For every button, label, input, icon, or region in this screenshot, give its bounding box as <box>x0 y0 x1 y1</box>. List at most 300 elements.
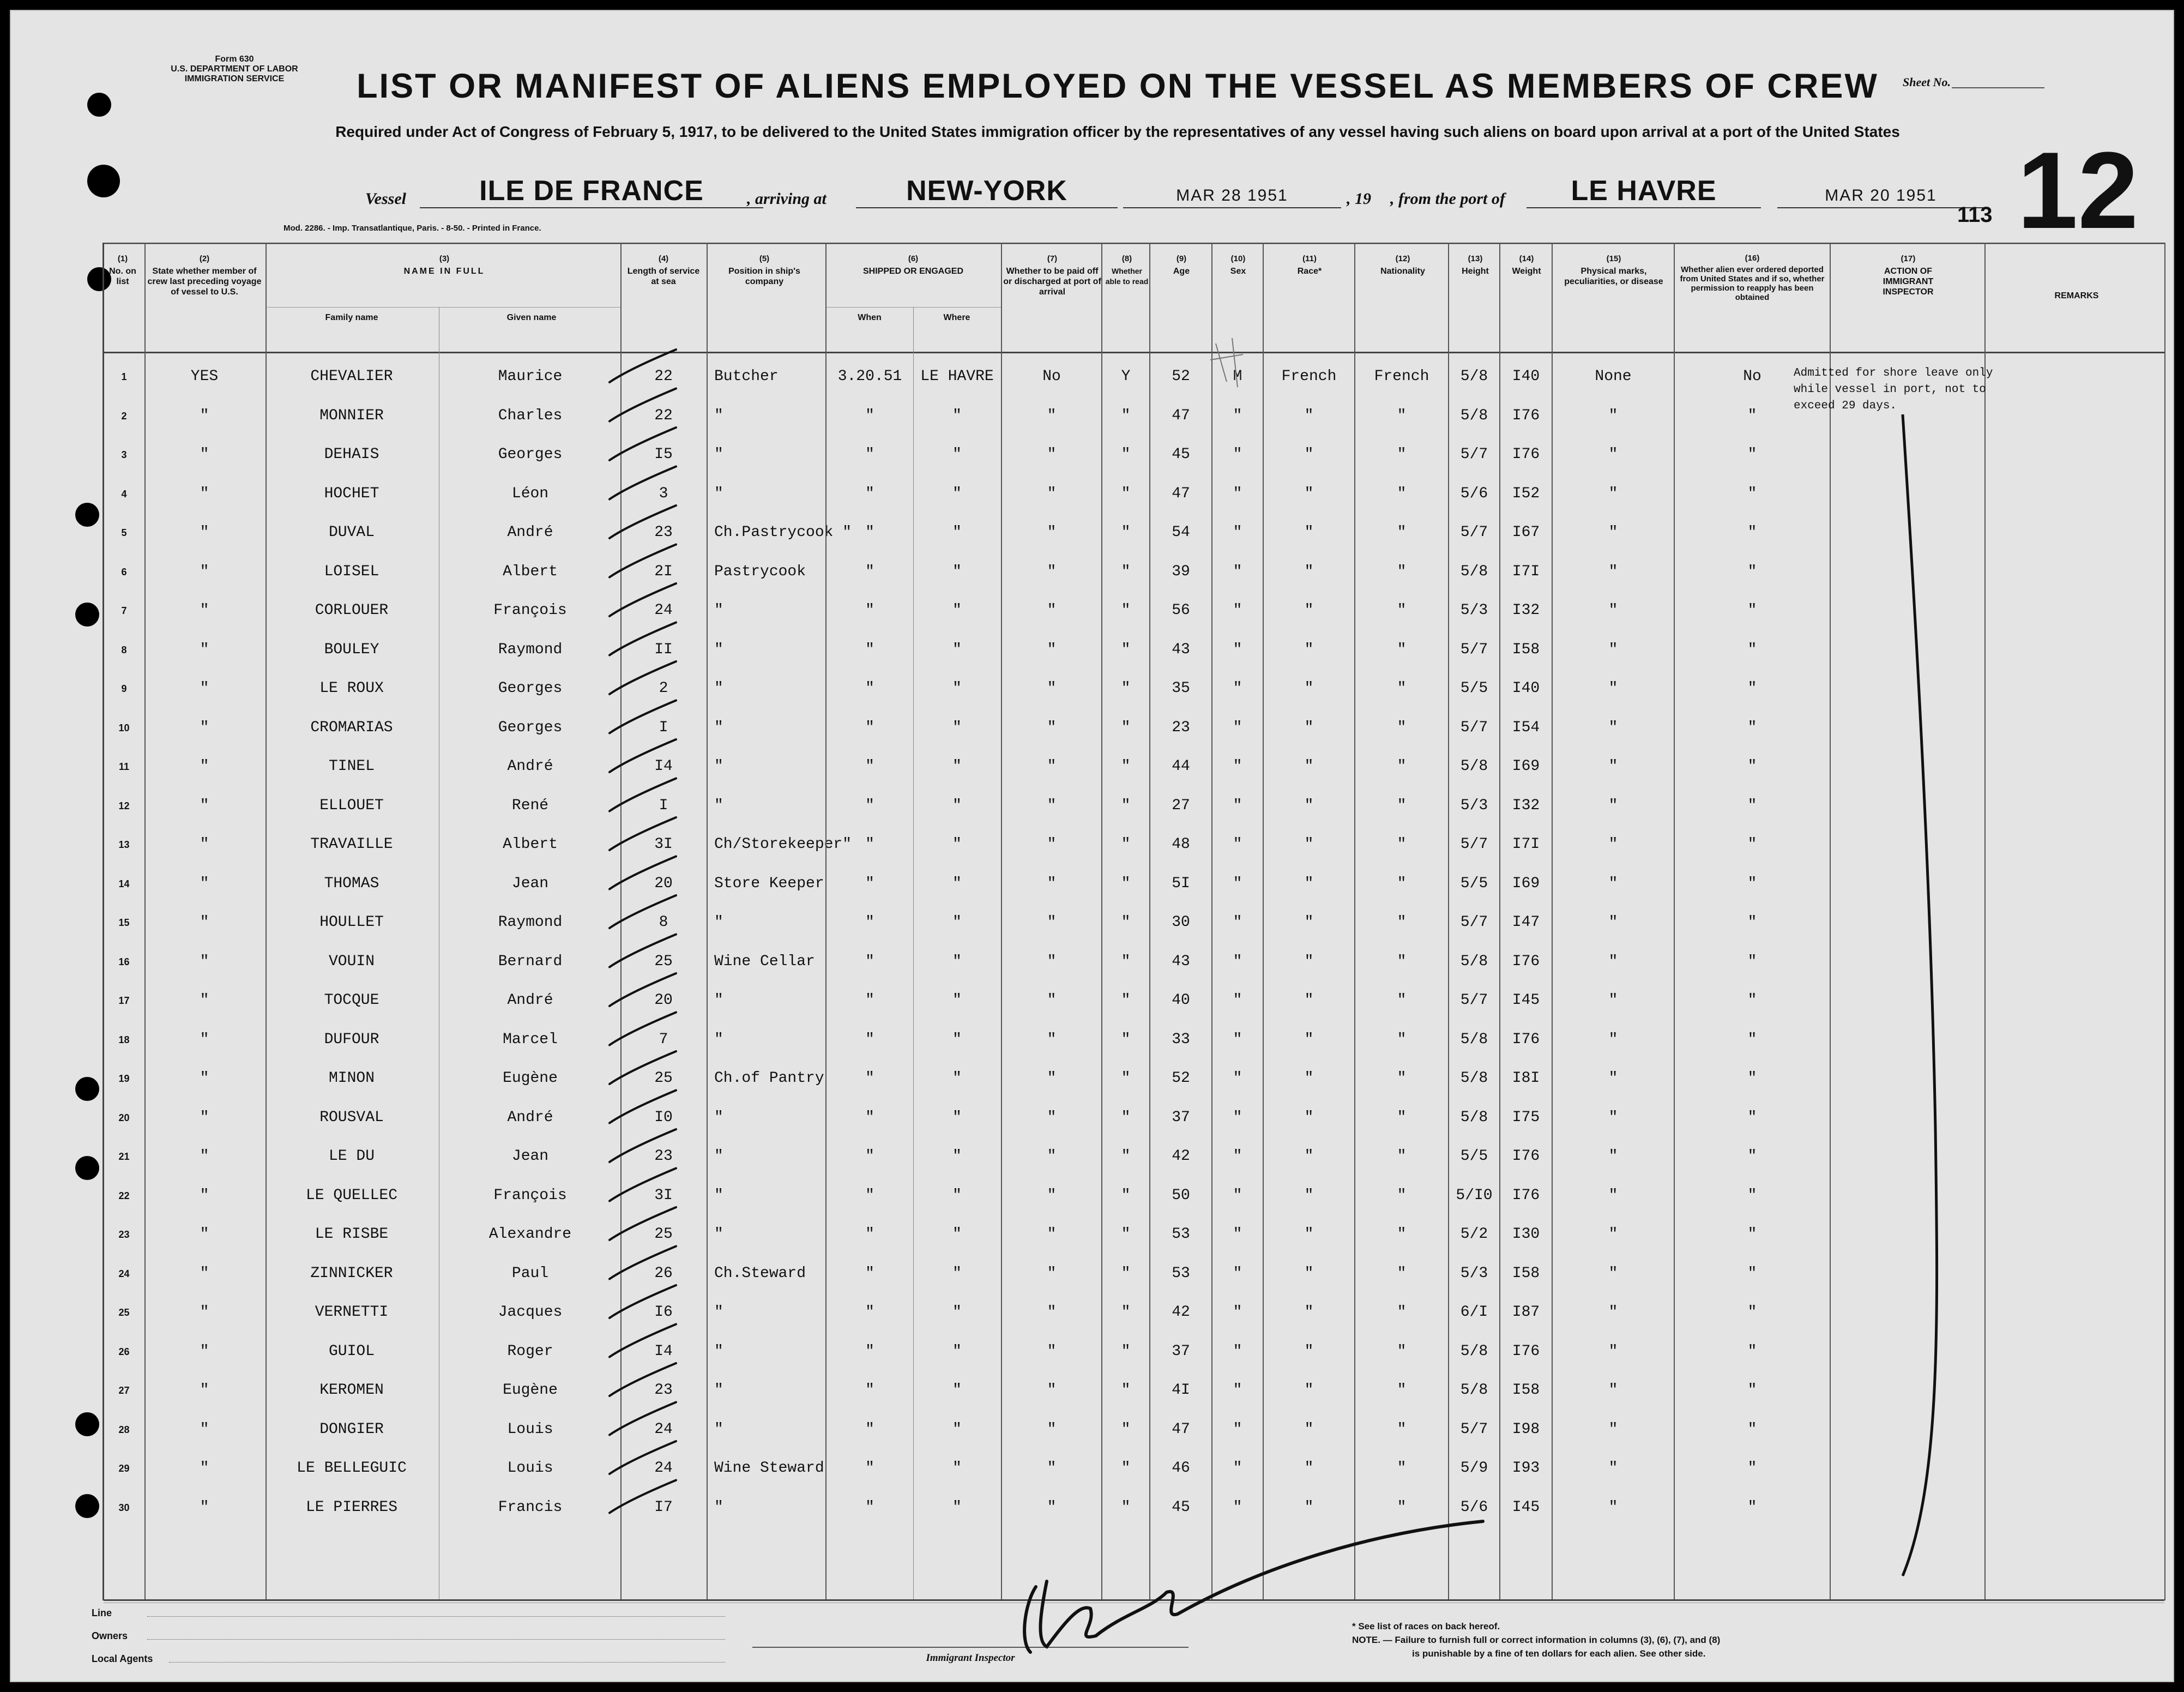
cell-weight: I76 <box>1512 1148 1540 1165</box>
cell-race: " <box>1304 1070 1314 1087</box>
cell-sex: " <box>1233 1187 1242 1204</box>
cell-race: " <box>1304 875 1314 892</box>
cell-service: 3I <box>654 1187 673 1204</box>
service-name: IMMIGRATION SERVICE <box>184 74 285 83</box>
cell-race: " <box>1304 641 1314 658</box>
cell-deported: " <box>1747 719 1757 736</box>
cell-deported: " <box>1747 1498 1757 1516</box>
cell-marks: " <box>1608 797 1618 814</box>
cell-age: 44 <box>1172 758 1190 775</box>
cell-when: " <box>865 992 874 1009</box>
cell-read: " <box>1121 836 1131 853</box>
cell-deported: " <box>1747 1382 1757 1399</box>
col4-header: (4) Length of service at sea <box>627 254 700 286</box>
cell-deported: " <box>1747 1460 1757 1477</box>
cell-weight: I8I <box>1512 1070 1540 1087</box>
cell-prev: " <box>200 1304 209 1321</box>
form-number: Form 630 <box>215 55 254 64</box>
cell-service: 20 <box>654 992 673 1009</box>
cell-paid: " <box>1047 1460 1057 1477</box>
cell-read: " <box>1121 1420 1131 1438</box>
cell-family: DEHAIS <box>324 446 379 463</box>
cell-family: LE PIERRES <box>305 1498 398 1516</box>
col14-header: (14) Weight <box>1512 254 1541 276</box>
cell-no: 8 <box>121 644 127 655</box>
cell-given: Alexandre <box>488 1226 572 1243</box>
col5-header: (5) Position in ship's company <box>728 254 800 286</box>
cell-no: 11 <box>118 761 130 772</box>
cell-age: 47 <box>1172 407 1190 424</box>
cell-where: " <box>952 1342 962 1360</box>
cell-given: Léon <box>511 485 549 502</box>
col17-header: (17) ACTION OF IMMIGRANT INSPECTOR <box>1883 254 1934 297</box>
cell-no: 12 <box>118 800 130 811</box>
cell-position: Wine Cellar <box>714 953 815 970</box>
cell-where: " <box>952 992 962 1009</box>
cell-service: 22 <box>654 407 673 424</box>
binder-hole <box>87 93 111 117</box>
cell-nat: " <box>1397 1031 1407 1048</box>
table-row <box>11 1254 2175 1293</box>
cell-race: " <box>1304 1304 1314 1321</box>
cell-where: " <box>952 1187 962 1204</box>
cell-read: " <box>1121 719 1131 736</box>
cell-height: 5/3 <box>1460 797 1488 814</box>
cell-position: " <box>714 680 723 697</box>
cell-family: CROMARIAS <box>310 719 393 736</box>
cell-weight: I40 <box>1512 680 1540 697</box>
vessel-name: ILE DE FRANCE <box>420 174 763 208</box>
cell-paid: " <box>1047 446 1057 463</box>
cell-read: " <box>1121 992 1131 1009</box>
cell-no: 25 <box>118 1307 130 1318</box>
cell-read: " <box>1121 1148 1131 1165</box>
cell-service: 2I <box>654 563 673 580</box>
cell-age: 53 <box>1172 1265 1190 1282</box>
cell-weight: I45 <box>1512 992 1540 1009</box>
cell-given: Jacques <box>498 1304 563 1321</box>
cell-prev: " <box>200 1382 209 1399</box>
cell-prev: " <box>200 758 209 775</box>
cell-paid: " <box>1047 953 1057 970</box>
cell-paid: " <box>1047 602 1057 619</box>
cell-service: I0 <box>654 1109 673 1126</box>
cell-height: 5/6 <box>1460 485 1488 502</box>
cell-paid: " <box>1047 875 1057 892</box>
cell-race: " <box>1304 680 1314 697</box>
cell-read: " <box>1121 1460 1131 1477</box>
cell-given: Roger <box>507 1342 553 1360</box>
cell-given: Georges <box>498 680 563 697</box>
cell-marks: " <box>1608 992 1618 1009</box>
cell-family: LE RISBE <box>315 1226 389 1243</box>
cell-weight: I58 <box>1512 1382 1540 1399</box>
cell-weight: I76 <box>1512 1342 1540 1360</box>
cell-family: LE ROUX <box>319 680 384 697</box>
cell-marks: " <box>1608 1148 1618 1165</box>
cell-race: " <box>1304 446 1314 463</box>
cell-family: TOCQUE <box>324 992 379 1009</box>
cell-when: " <box>865 563 874 580</box>
col2-header: (2) State whether member of crew last preceding voyage of vessel to U.S. <box>147 254 262 297</box>
cell-read: " <box>1121 1187 1131 1204</box>
cell-family: THOMAS <box>324 875 379 892</box>
given-name-header: Given name <box>506 313 557 322</box>
cell-no: 28 <box>118 1424 130 1435</box>
cell-race: " <box>1304 719 1314 736</box>
cell-sex: " <box>1233 1498 1242 1516</box>
cell-position: " <box>714 992 723 1009</box>
cell-position: " <box>714 1342 723 1360</box>
cell-age: 42 <box>1172 1148 1190 1165</box>
cell-nat: " <box>1397 1498 1407 1516</box>
cell-age: 45 <box>1172 446 1190 463</box>
cell-when: " <box>865 1187 874 1204</box>
cell-service: I <box>659 719 668 736</box>
table-row <box>11 864 2175 904</box>
cell-deported: " <box>1747 875 1757 892</box>
cell-paid: No <box>1042 368 1061 385</box>
cell-no: 14 <box>118 878 130 889</box>
cell-deported: " <box>1747 1187 1757 1204</box>
cell-where: " <box>952 914 962 931</box>
table-row <box>11 1332 2175 1371</box>
cell-paid: " <box>1047 758 1057 775</box>
cell-weight: I7I <box>1512 836 1540 853</box>
cell-family: HOULLET <box>319 914 384 931</box>
cell-prev: " <box>200 1342 209 1360</box>
cell-prev: " <box>200 1148 209 1165</box>
cell-position: " <box>714 446 723 463</box>
cell-paid: " <box>1047 836 1057 853</box>
cell-marks: " <box>1608 914 1618 931</box>
cell-race: " <box>1304 563 1314 580</box>
fine-note-continued: is punishable by a fine of ten dollars for each alien. See other side. <box>1412 1648 1706 1659</box>
cell-nat: " <box>1397 836 1407 853</box>
table-row <box>11 1410 2175 1449</box>
cell-read: " <box>1121 602 1131 619</box>
table-row <box>11 747 2175 786</box>
table-row <box>11 942 2175 982</box>
cell-weight: I87 <box>1512 1304 1540 1321</box>
cell-weight: I7I <box>1512 563 1540 580</box>
col16-header: (16) Whether alien ever ordered deported from United States and if so, whether permission to reapply has been obtained <box>1680 254 1825 302</box>
cell-deported: " <box>1747 446 1757 463</box>
cell-given: Georges <box>498 446 563 463</box>
cell-sex: " <box>1233 914 1242 931</box>
vessel-label: Vessel <box>365 190 406 208</box>
cell-age: 37 <box>1172 1109 1190 1126</box>
cell-marks: " <box>1608 485 1618 502</box>
cell-deported: " <box>1747 797 1757 814</box>
cell-marks: " <box>1608 1498 1618 1516</box>
cell-read: " <box>1121 1304 1131 1321</box>
cell-paid: " <box>1047 1070 1057 1087</box>
cell-weight: I98 <box>1512 1420 1540 1438</box>
cell-when: " <box>865 1148 874 1165</box>
cell-position: Butcher <box>714 368 779 385</box>
cell-no: 24 <box>118 1268 130 1279</box>
cell-marks: " <box>1608 602 1618 619</box>
cell-read: " <box>1121 953 1131 970</box>
footer-notes <box>1352 1619 1979 1660</box>
cell-age: 47 <box>1172 1420 1190 1438</box>
cell-weight: I69 <box>1512 758 1540 775</box>
cell-when: " <box>865 914 874 931</box>
table-row <box>11 435 2175 474</box>
cell-prev: " <box>200 680 209 697</box>
cell-no: 2 <box>121 410 127 422</box>
cell-prev: " <box>200 485 209 502</box>
cell-prev: " <box>200 797 209 814</box>
col12-header: (12) Nationality <box>1380 254 1425 276</box>
cell-deported: " <box>1747 1031 1757 1048</box>
cell-given: Albert <box>503 836 558 853</box>
cell-nat: " <box>1397 953 1407 970</box>
cell-sex: " <box>1233 641 1242 658</box>
cell-deported: " <box>1747 407 1757 424</box>
cell-height: 5/6 <box>1460 1498 1488 1516</box>
cell-age: 52 <box>1172 368 1190 385</box>
cell-position: Wine Steward <box>714 1460 824 1477</box>
cell-sex: " <box>1233 875 1242 892</box>
cell-height: 5/7 <box>1460 992 1488 1009</box>
cell-no: 5 <box>121 527 127 538</box>
cell-height: 5/8 <box>1460 407 1488 424</box>
cell-paid: " <box>1047 1187 1057 1204</box>
when-header: When <box>858 313 882 322</box>
cell-age: 33 <box>1172 1031 1190 1048</box>
cell-where: " <box>952 602 962 619</box>
cell-service: 25 <box>654 1226 673 1243</box>
cell-weight: I32 <box>1512 797 1540 814</box>
cell-given: Georges <box>498 719 563 736</box>
cell-given: Louis <box>507 1460 553 1477</box>
cell-service: II <box>654 641 673 658</box>
cell-marks: " <box>1608 1304 1618 1321</box>
cell-family: LE QUELLEC <box>305 1187 398 1204</box>
sheet-number-label: Sheet No. <box>1903 75 1951 89</box>
cell-family: VOUIN <box>328 953 375 970</box>
cell-sex: " <box>1233 1031 1242 1048</box>
cell-age: 35 <box>1172 680 1190 697</box>
cell-deported: " <box>1747 680 1757 697</box>
col15-header: (15) Physical marks, peculiarities, or disease <box>1564 254 1663 286</box>
sheet-number-field <box>1952 87 2044 88</box>
cell-deported: " <box>1747 563 1757 580</box>
form-identifier <box>153 55 316 84</box>
cell-nat: " <box>1397 1070 1407 1087</box>
cell-race: " <box>1304 1031 1314 1048</box>
cell-where: " <box>952 1420 962 1438</box>
cell-weight: I47 <box>1512 914 1540 931</box>
cell-prev: " <box>200 836 209 853</box>
cell-deported: " <box>1747 992 1757 1009</box>
cell-when: " <box>865 641 874 658</box>
cell-prev: " <box>200 1187 209 1204</box>
cell-age: 43 <box>1172 641 1190 658</box>
cell-position: Ch.of Pantry <box>714 1070 824 1087</box>
cell-read: " <box>1121 1226 1131 1243</box>
cell-given: André <box>507 1109 553 1126</box>
cell-position: " <box>714 1420 723 1438</box>
cell-prev: " <box>200 1070 209 1087</box>
cell-where: " <box>952 680 962 697</box>
cell-nat: " <box>1397 1460 1407 1477</box>
cell-paid: " <box>1047 797 1057 814</box>
cell-nat: " <box>1397 602 1407 619</box>
department-name: U.S. DEPARTMENT OF LABOR <box>171 64 298 74</box>
cell-service: 8 <box>659 914 668 931</box>
cell-family: HOCHET <box>324 485 379 502</box>
cell-height: 5/8 <box>1460 1382 1488 1399</box>
cell-service: I4 <box>654 758 673 775</box>
cell-deported: " <box>1747 524 1757 541</box>
cell-read: " <box>1121 1382 1131 1399</box>
cell-age: 56 <box>1172 602 1190 619</box>
cell-prev: " <box>200 524 209 541</box>
cell-where: " <box>952 1265 962 1282</box>
cell-paid: " <box>1047 992 1057 1009</box>
cell-sex: " <box>1233 719 1242 736</box>
cell-height: 5/2 <box>1460 1226 1488 1243</box>
cell-service: 3I <box>654 836 673 853</box>
cell-age: 23 <box>1172 719 1190 736</box>
cell-nat: " <box>1397 680 1407 697</box>
cell-nat: " <box>1397 992 1407 1009</box>
cell-marks: " <box>1608 1226 1618 1243</box>
arrival-date-stamp: MAR 28 1951 <box>1123 186 1341 208</box>
cell-prev: " <box>200 953 209 970</box>
cell-no: 21 <box>118 1151 130 1162</box>
cell-height: 5/5 <box>1460 680 1488 697</box>
cell-weight: I76 <box>1512 1187 1540 1204</box>
cell-paid: " <box>1047 485 1057 502</box>
cell-prev: " <box>200 446 209 463</box>
cell-race: " <box>1304 953 1314 970</box>
cell-paid: " <box>1047 719 1057 736</box>
cell-position: Pastrycook <box>714 563 806 580</box>
col7-header: (7) Whether to be paid off or discharged at port of arrival <box>1003 254 1101 297</box>
cell-weight: I58 <box>1512 641 1540 658</box>
cell-nat: " <box>1397 875 1407 892</box>
cell-given: Bernard <box>498 953 563 970</box>
cell-weight: I40 <box>1512 368 1540 385</box>
page-number: 12 <box>2017 130 2139 251</box>
cell-where: " <box>952 485 962 502</box>
cell-position: Ch.Pastrycook " <box>714 524 852 541</box>
cell-race: " <box>1304 1342 1314 1360</box>
cell-height: 5/8 <box>1460 1070 1488 1087</box>
cell-when: " <box>865 524 874 541</box>
cell-age: 52 <box>1172 1070 1190 1087</box>
cell-race: " <box>1304 1109 1314 1126</box>
cell-weight: I76 <box>1512 953 1540 970</box>
cell-read: " <box>1121 875 1131 892</box>
cell-prev: " <box>200 1265 209 1282</box>
cell-nat: " <box>1397 1342 1407 1360</box>
cell-where: " <box>952 719 962 736</box>
cell-weight: I32 <box>1512 602 1540 619</box>
cell-position: Ch.Steward <box>714 1265 806 1282</box>
cell-marks: " <box>1608 953 1618 970</box>
cell-given: Maurice <box>498 368 563 385</box>
cell-marks: " <box>1608 407 1618 424</box>
cell-paid: " <box>1047 1498 1057 1516</box>
cell-marks: " <box>1608 1382 1618 1399</box>
table-row <box>11 1137 2175 1176</box>
line-label: Line <box>92 1607 112 1618</box>
cell-nat: " <box>1397 524 1407 541</box>
cell-given: Francis <box>498 1498 563 1516</box>
cell-position: " <box>714 407 723 424</box>
cell-when: " <box>865 797 874 814</box>
cell-given: Raymond <box>498 914 563 931</box>
cell-no: 20 <box>118 1112 130 1123</box>
cell-where: " <box>952 1304 962 1321</box>
cell-race: " <box>1304 1460 1314 1477</box>
cell-height: 5/8 <box>1460 563 1488 580</box>
cell-age: 5I <box>1172 875 1190 892</box>
cell-sex: " <box>1233 1382 1242 1399</box>
cell-family: TRAVAILLE <box>310 836 393 853</box>
cell-deported: " <box>1747 953 1757 970</box>
cell-nat: " <box>1397 641 1407 658</box>
cell-read: Y <box>1121 368 1131 385</box>
cell-weight: I45 <box>1512 1498 1540 1516</box>
cell-given: François <box>493 1187 567 1204</box>
fine-note: NOTE. — Failure to furnish full or correct information in columns (3), (6), (7), and (8) <box>1352 1635 1721 1645</box>
cell-marks: " <box>1608 719 1618 736</box>
cell-sex: " <box>1233 680 1242 697</box>
cell-marks: None <box>1595 368 1632 385</box>
cell-sex: " <box>1233 953 1242 970</box>
cell-when: " <box>865 485 874 502</box>
cell-no: 29 <box>118 1463 130 1474</box>
cell-where: " <box>952 875 962 892</box>
cell-where: LE HAVRE <box>920 368 994 385</box>
col1-header: (1) No. on list <box>109 254 136 286</box>
cell-when: " <box>865 1031 874 1048</box>
cell-no: 10 <box>118 722 130 733</box>
cell-height: 5/7 <box>1460 914 1488 931</box>
cell-age: 50 <box>1172 1187 1190 1204</box>
cell-position: Store Keeper <box>714 875 824 892</box>
cell-prev: " <box>200 1460 209 1477</box>
cell-race: French <box>1281 368 1337 385</box>
cell-nat: " <box>1397 797 1407 814</box>
table-row <box>11 552 2175 592</box>
cell-when: " <box>865 758 874 775</box>
cell-sex: " <box>1233 836 1242 853</box>
table-row <box>11 903 2175 942</box>
cell-height: 5/8 <box>1460 368 1488 385</box>
cell-race: " <box>1304 797 1314 814</box>
cell-where: " <box>952 1070 962 1087</box>
cell-age: 48 <box>1172 836 1190 853</box>
from-port-label: , from the port of <box>1390 190 1505 208</box>
cell-deported: " <box>1747 1265 1757 1282</box>
cell-position: " <box>714 602 723 619</box>
cell-no: 26 <box>118 1346 130 1357</box>
cell-weight: I75 <box>1512 1109 1540 1126</box>
table-row <box>11 591 2175 630</box>
cell-marks: " <box>1608 446 1618 463</box>
cell-no: 16 <box>118 956 130 967</box>
table-row <box>11 708 2175 748</box>
cell-service: 20 <box>654 875 673 892</box>
cell-deported: " <box>1747 1148 1757 1165</box>
